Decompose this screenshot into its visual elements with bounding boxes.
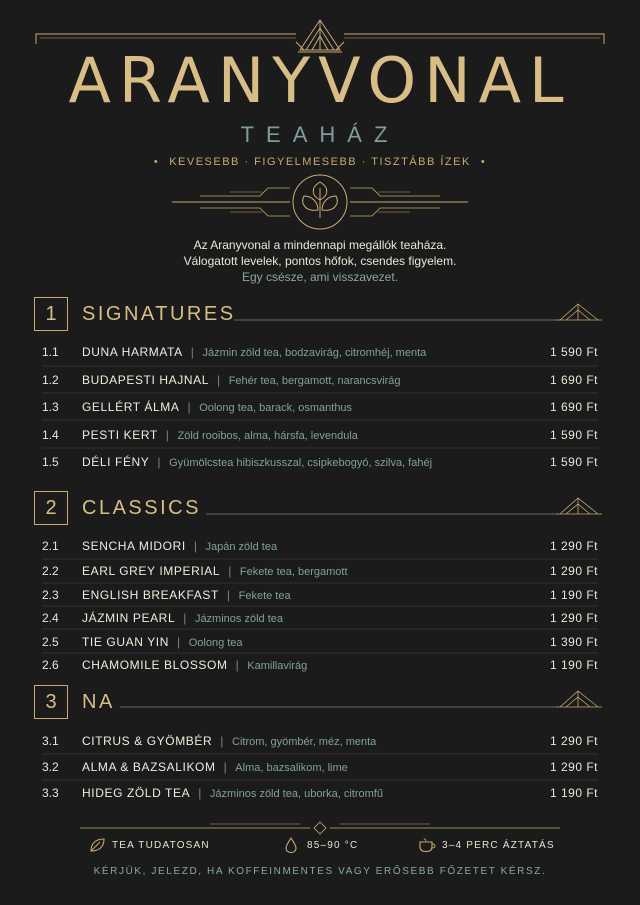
menu-item[interactable]: 2.1 SENCHA MIDORI | Japán zöld tea 1 290 Ft	[42, 536, 598, 556]
item-description: Fekete tea, bergamott	[239, 566, 348, 578]
menu-item[interactable]: 3.2 ALMA & BAZSALIKOM | Alma, bazsalikom, lime 1 290 Ft	[42, 757, 598, 777]
item-number: 2.2	[42, 564, 59, 578]
teacup-icon	[418, 836, 438, 854]
item-description: Japán zöld tea	[205, 541, 278, 553]
item-name: PESTI KERT	[82, 428, 158, 442]
item-name: BUDAPESTI HAJNAL	[82, 373, 209, 387]
item-number: 1.2	[42, 373, 59, 387]
item-description: Kamillavirág	[247, 660, 308, 672]
item-name: SENCHA MIDORI	[82, 539, 186, 553]
menu-item[interactable]: 2.4 JÁZMIN PEARL | Jázminos zöld tea 1 290 Ft	[42, 608, 598, 628]
item-name: DÉLI FÉNY	[82, 455, 150, 469]
menu-item[interactable]: 1.3 GELLÉRT ÁLMA | Oolong tea, barack, osmanthus 1 690 Ft	[42, 397, 598, 417]
menu-item[interactable]: 3.1 CITRUS & GYÖMBÉR | Citrom, gyömbér, méz, menta 1 290 Ft	[42, 731, 598, 751]
tagline-part-3: TISZTÁBB ÍZEK	[371, 156, 471, 168]
item-price: 1 390 Ft	[549, 635, 598, 649]
item-number: 1.3	[42, 400, 59, 414]
item-price: 1 290 Ft	[549, 611, 598, 625]
item-description: Fekete tea	[238, 590, 291, 602]
item-price: 1 190 Ft	[549, 658, 598, 672]
item-number: 2.4	[42, 611, 59, 625]
section-title: SIGNATURES	[82, 303, 236, 325]
tagline: • KEVESEBB · FIGYELMESEBB · TISZTÁBB ÍZEK •	[153, 156, 487, 168]
tagline-dot: •	[153, 156, 160, 168]
item-number: 1.5	[42, 455, 59, 469]
item-description: Oolong tea, barack, osmanthus	[199, 402, 353, 414]
item-number: 1.4	[42, 428, 59, 442]
footer-temperature-label: 85–90 °C	[307, 840, 359, 851]
menu-item[interactable]: 1.5 DÉLI FÉNY | Gyümölcstea hibiszkusszal, csipkebogyó, szilva, fahéj 1 590 Ft	[42, 452, 598, 472]
item-name: DUNA HARMATA	[82, 345, 183, 359]
item-name: CHAMOMILE BLOSSOM	[82, 658, 228, 672]
intro-line-2: Válogatott levelek, pontos hőfok, csendes figyelem.	[183, 254, 457, 268]
menu-item[interactable]: 1.1 DUNA HARMATA | Jázmin zöld tea, bodzavirág, citromhéj, menta 1 590 Ft	[42, 342, 598, 362]
tagline-part-1: KEVESEBB	[169, 156, 240, 168]
item-price: 1 190 Ft	[549, 588, 598, 602]
item-description: Alma, bazsalikom, lime	[235, 762, 348, 774]
footer-mindful-label: TEA TUDATOSAN	[112, 840, 210, 851]
item-price: 1 290 Ft	[549, 760, 598, 774]
item-number: 2.6	[42, 658, 59, 672]
item-price: 1 290 Ft	[549, 564, 598, 578]
item-number: 2.5	[42, 635, 59, 649]
item-name: JÁZMIN PEARL	[82, 611, 176, 625]
intro-line-3: Egy csésze, ami visszavezet.	[241, 270, 399, 284]
item-number: 3.2	[42, 760, 59, 774]
water-drop-icon	[283, 836, 299, 854]
brand-subtitle: TEAHÁZ	[240, 122, 400, 147]
item-description: Fehér tea, bergamott, narancsvirág	[228, 375, 401, 387]
footer-note: KÉRJÜK, JELEZD, HA KOFFEINMENTES VAGY ERŐSEBB FŐZETET KÉRSZ.	[93, 866, 547, 877]
item-price: 1 590 Ft	[549, 455, 598, 469]
section-number: 2	[34, 491, 68, 525]
item-description: Gyümölcstea hibiszkusszal, csipkebogyó, szilva, fahéj	[169, 457, 433, 469]
item-description: Jázminos zöld tea	[194, 613, 283, 625]
brand-title: ARANYVONAL	[68, 44, 572, 117]
menu-item[interactable]: 3.3 HIDEG ZÖLD TEA | Jázminos zöld tea, uborka, citromfű 1 190 Ft	[42, 783, 598, 803]
item-description: Citrom, gyömbér, méz, menta	[232, 736, 377, 748]
menu-item[interactable]: 2.5 TIE GUAN YIN | Oolong tea 1 390 Ft	[42, 632, 598, 652]
item-price: 1 290 Ft	[549, 539, 598, 553]
menu-item[interactable]: 1.4 PESTI KERT | Zöld rooibos, alma, hársfa, levendula 1 590 Ft	[42, 425, 598, 445]
item-number: 3.1	[42, 734, 59, 748]
item-name: TIE GUAN YIN	[82, 635, 169, 649]
item-price: 1 290 Ft	[549, 734, 598, 748]
item-number: 1.1	[42, 345, 59, 359]
item-price: 1 590 Ft	[549, 345, 598, 359]
item-price: 1 590 Ft	[549, 428, 598, 442]
tea-leaf-emblem-icon	[172, 175, 468, 229]
intro-line-1: Az Aranyvonal a mindennapi megállók teaháza.	[193, 238, 447, 252]
section-header-na	[34, 685, 604, 721]
menu-item[interactable]: 2.3 ENGLISH BREAKFAST | Fekete tea 1 190 Ft	[42, 585, 598, 605]
item-description: Zöld rooibos, alma, hársfa, levendula	[177, 430, 358, 442]
menu-item[interactable]: 2.2 EARL GREY IMPERIAL | Fekete tea, bergamott 1 290 Ft	[42, 561, 598, 581]
item-number: 2.1	[42, 539, 59, 553]
item-price: 1 690 Ft	[549, 373, 598, 387]
item-number: 3.3	[42, 786, 59, 800]
item-name: GELLÉRT ÁLMA	[82, 400, 180, 414]
section-header-signatures	[34, 297, 604, 333]
section-title: CLASSICS	[82, 497, 201, 519]
item-description: Jázmin zöld tea, bodzavirág, citromhéj, menta	[202, 347, 427, 359]
item-name: ALMA & BAZSALIKOM	[82, 760, 216, 774]
section-header-classics	[34, 491, 604, 527]
tagline-part-2: FIGYELMESEBB	[254, 156, 358, 168]
item-price: 1 190 Ft	[549, 786, 598, 800]
item-description: Jázminos zöld tea, uborka, citromfű	[209, 788, 383, 800]
section-number: 3	[34, 685, 68, 719]
intro-text	[0, 237, 640, 285]
item-number: 2.3	[42, 588, 59, 602]
footer-steep-label: 3–4 PERC ÁZTATÁS	[442, 840, 555, 851]
tagline-dot: •	[480, 156, 487, 168]
item-name: CITRUS & GYÖMBÉR	[82, 734, 213, 748]
section-number: 1	[34, 297, 68, 331]
menu-item[interactable]: 2.6 CHAMOMILE BLOSSOM | Kamillavirág 1 190 Ft	[42, 655, 598, 675]
item-name: EARL GREY IMPERIAL	[82, 564, 221, 578]
item-description: Oolong tea	[188, 637, 243, 649]
item-name: HIDEG ZÖLD TEA	[82, 786, 191, 800]
section-title: NA	[82, 691, 115, 713]
item-price: 1 690 Ft	[549, 400, 598, 414]
item-name: ENGLISH BREAKFAST	[82, 588, 219, 602]
leaf-icon	[88, 836, 106, 854]
menu-item[interactable]: 1.2 BUDAPESTI HAJNAL | Fehér tea, bergamott, narancsvirág 1 690 Ft	[42, 370, 598, 390]
